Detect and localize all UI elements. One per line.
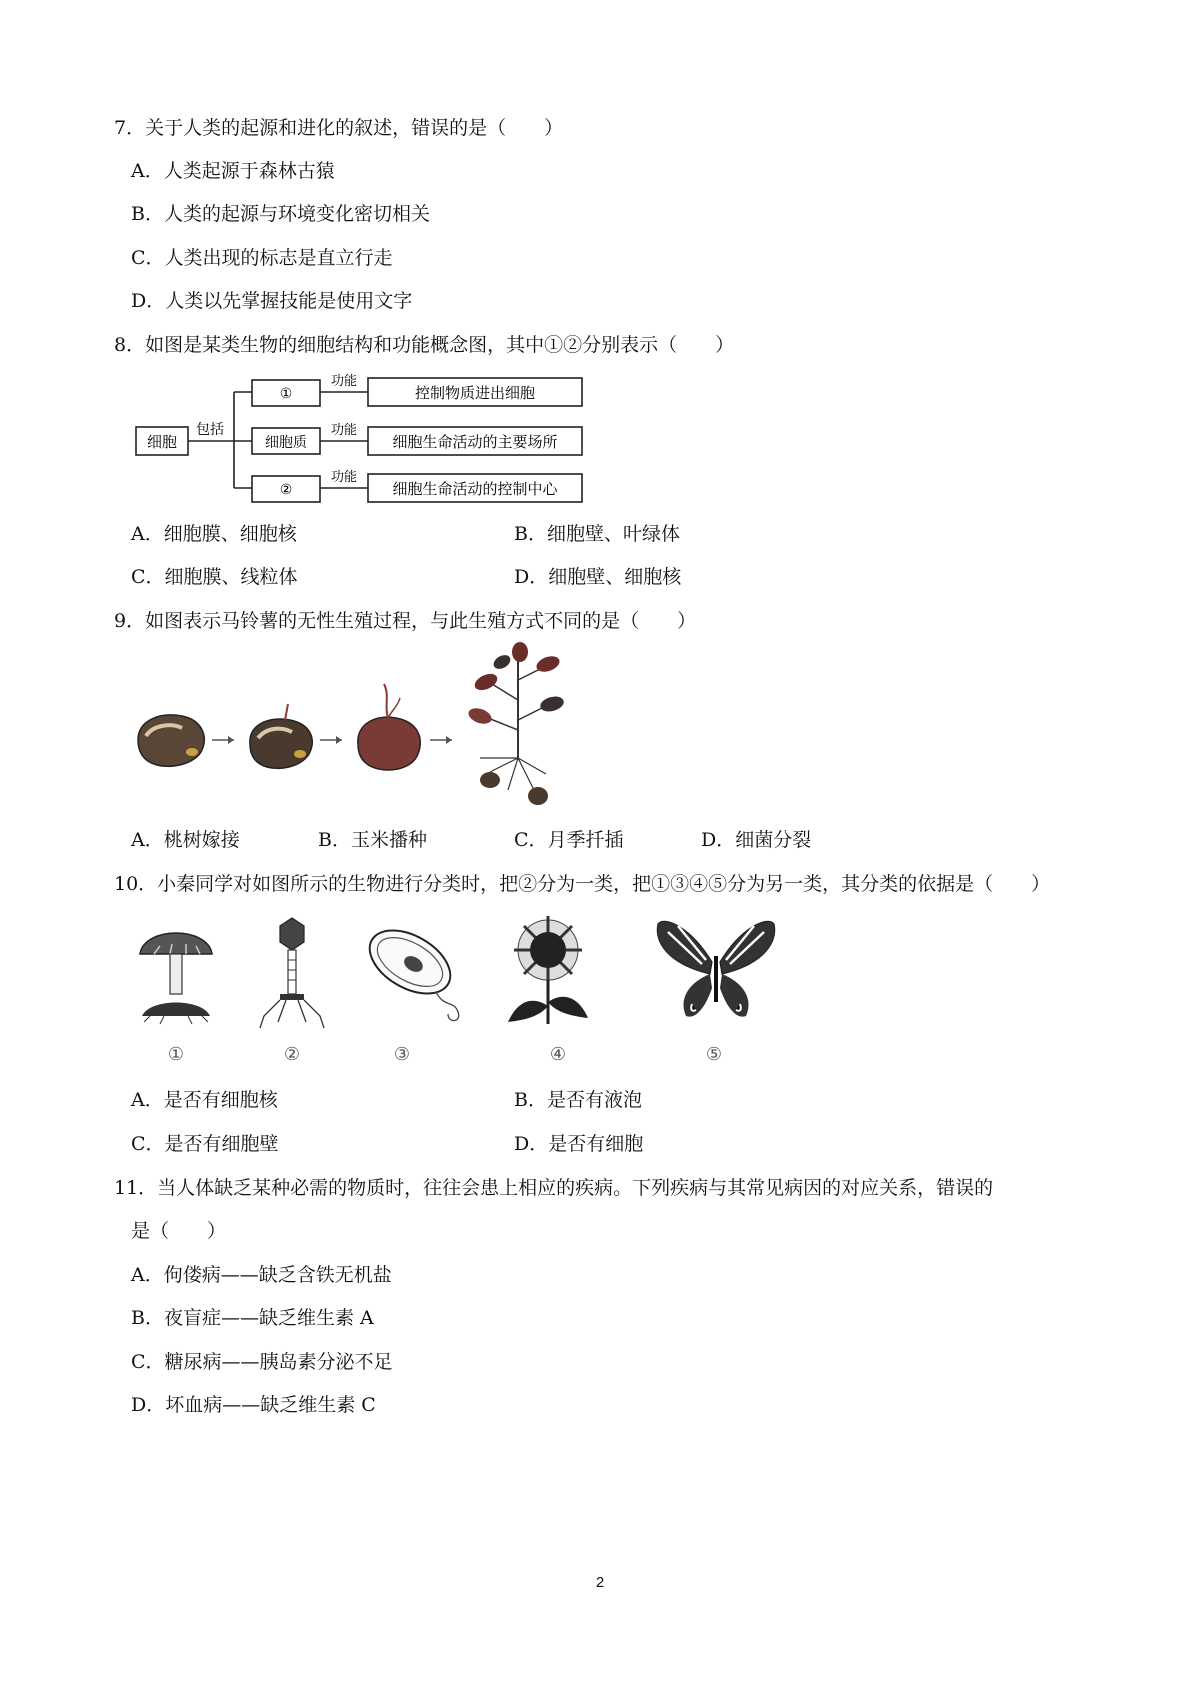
- question-8-option-d: D．细胞壁、细胞核: [514, 566, 682, 588]
- arrow-head-icon: [228, 736, 234, 744]
- mushroom-image: [140, 933, 212, 1024]
- organism-label-1: ①: [167, 1044, 185, 1065]
- diagram-function-3: 细胞生命活动的控制中心: [392, 480, 558, 498]
- organism-label-4: ④: [549, 1044, 567, 1065]
- potato-tuber-1: [138, 715, 204, 766]
- question-11-stem-line-2: 是（ ）: [131, 1220, 227, 1242]
- question-11-option-c: C．糖尿病——胰岛素分泌不足: [131, 1351, 393, 1373]
- potato-plant: [466, 642, 565, 805]
- arrow-head-icon: [446, 736, 452, 744]
- question-9-stem: 9．如图表示马铃薯的无性生殖过程，与此生殖方式不同的是（ ）: [114, 610, 697, 632]
- question-11-option-d: D．坏血病——缺乏维生素 C: [131, 1394, 376, 1416]
- bacterium-image: [359, 917, 461, 1020]
- diagram-func-label-2: 功能: [330, 423, 358, 438]
- question-10-stem: 10．小秦同学对如图所示的生物进行分类时，把②分为一类，把①③④⑤分为另一类，其分类的依据是（ ）: [114, 873, 1051, 895]
- question-8-stem: 8．如图是某类生物的细胞结构和功能概念图，其中①②分别表示（ ）: [114, 334, 735, 356]
- diagram-func-label-3: 功能: [330, 470, 358, 485]
- arrow-head-icon: [336, 736, 342, 744]
- question-8-option-a: A．细胞膜、细胞核: [131, 523, 297, 545]
- sunflower-image: [508, 916, 588, 1024]
- diagram-link-label: 包括: [196, 422, 224, 438]
- question-8-option-c: C．细胞膜、线粒体: [131, 566, 298, 588]
- organism-label-3: ③: [393, 1044, 411, 1065]
- cell-concept-diagram: [130, 370, 590, 510]
- diagram-func-label-1: 功能: [330, 374, 358, 389]
- potato-tuber-3: [358, 684, 420, 770]
- organisms-figure: [130, 912, 780, 1072]
- organism-label-2: ②: [283, 1044, 301, 1065]
- diagram-function-2: 细胞生命活动的主要场所: [392, 433, 558, 451]
- bacteriophage-image: [260, 918, 324, 1028]
- question-9-option-c: C．月季扦插: [514, 829, 624, 851]
- diagram-node-1: ①: [279, 386, 293, 402]
- potato-tuber-2: [250, 704, 312, 768]
- question-7-option-c: C．人类出现的标志是直立行走: [131, 247, 393, 269]
- diagram-root-label: 细胞: [146, 433, 178, 451]
- question-10-option-d: D．是否有细胞: [514, 1133, 644, 1155]
- question-11-stem-line-1: 11．当人体缺乏某种必需的物质时，往往会患上相应的疾病。下列疾病与其常见病因的对应关系，错误的: [114, 1177, 994, 1199]
- question-7-option-a: A．人类起源于森林古猿: [131, 160, 335, 182]
- potato-reproduction-figure: [130, 640, 570, 812]
- question-10-option-c: C．是否有细胞壁: [131, 1133, 279, 1155]
- question-9-option-d: D．细菌分裂: [701, 829, 812, 851]
- question-9-option-b: B．玉米播种: [318, 829, 427, 851]
- diagram-function-1: 控制物质进出细胞: [414, 384, 536, 402]
- question-9-option-a: A．桃树嫁接: [131, 829, 240, 851]
- question-7-option-d: D．人类以先掌握技能是使用文字: [131, 290, 413, 312]
- question-11-option-a: A．佝偻病——缺乏含铁无机盐: [131, 1264, 392, 1286]
- organism-label-5: ⑤: [705, 1044, 723, 1065]
- page-number: 2: [595, 1574, 605, 1591]
- question-11-option-b: B．夜盲症——缺乏维生素 A: [131, 1307, 374, 1329]
- diagram-node-3: ②: [279, 482, 293, 498]
- question-10-option-b: B．是否有液泡: [514, 1089, 642, 1111]
- butterfly-image: [657, 921, 774, 1016]
- question-8-option-b: B．细胞壁、叶绿体: [514, 523, 680, 545]
- diagram-node-2: 细胞质: [265, 435, 307, 451]
- question-7-stem: 7．关于人类的起源和进化的叙述，错误的是（ ）: [114, 117, 564, 139]
- question-10-option-a: A．是否有细胞核: [131, 1089, 278, 1111]
- question-7-option-b: B．人类的起源与环境变化密切相关: [131, 203, 430, 225]
